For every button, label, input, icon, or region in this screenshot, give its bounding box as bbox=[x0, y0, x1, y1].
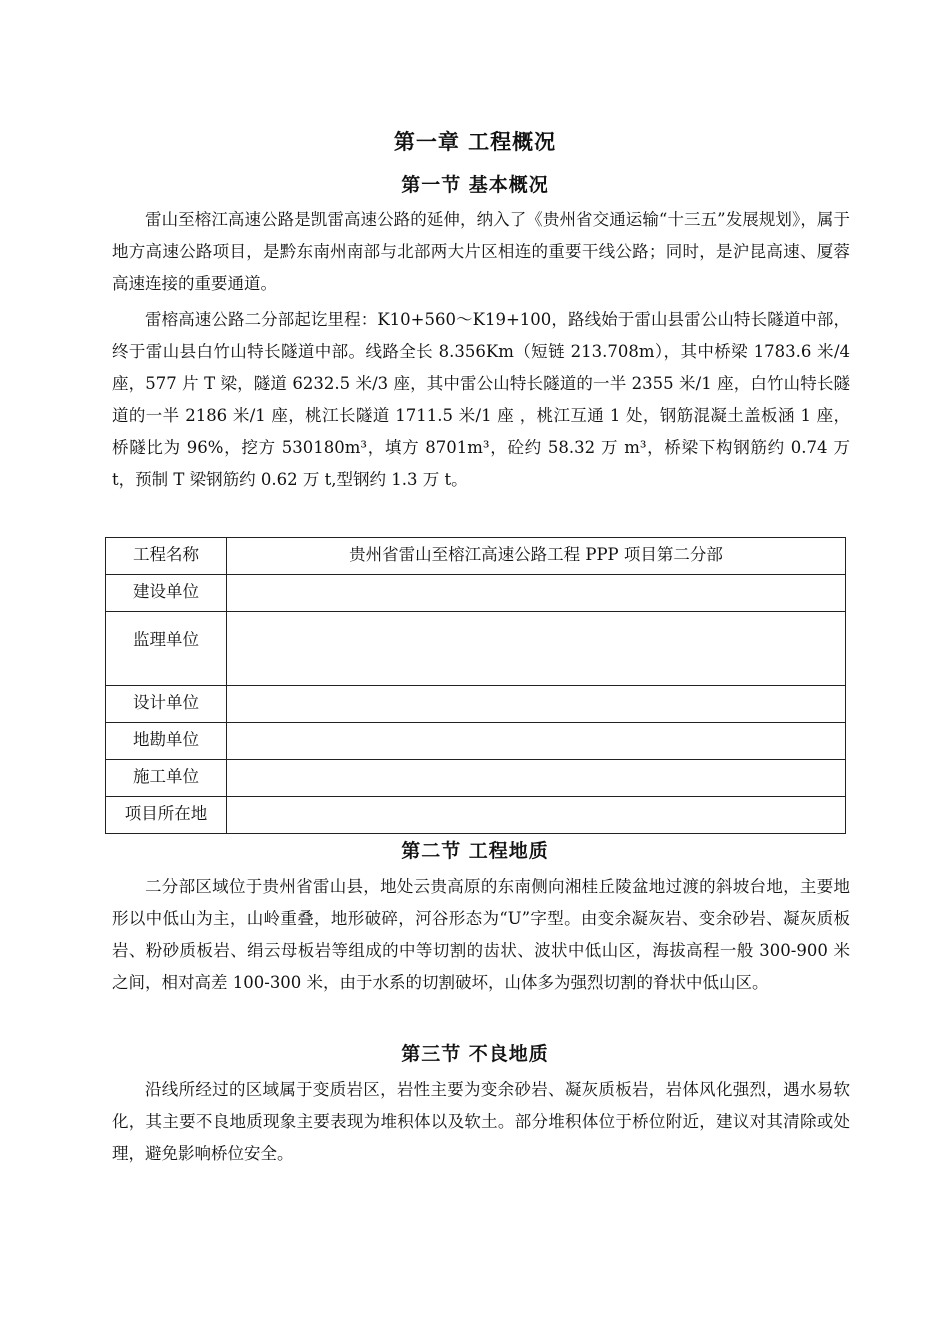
table-row bbox=[106, 538, 846, 575]
table-value-cell bbox=[227, 575, 846, 612]
section-2-paragraph-1: 二分部区域位于贵州省雷山县，地处云贵高原的东南侧向湘桂丘陵盆地过渡的斜坡台地，主要地形以中低山为主，山岭重叠，地形破碎，河谷形态为“U”字型。由变余凝灰岩、变余砂岩、凝灰质板岩、粉砂质板岩、绢云母板岩等组成的中等切割的齿状、波状中低山区，海拔高程一般 300-900 米之间，相对高差 100-300 米，由于水系的切割破坏，山体多为强烈切割的脊状中低山区。 bbox=[112, 877, 850, 992]
section-3-paragraph-1: 沿线所经过的区域属于变质岩区，岩性主要为变余砂岩、凝灰质板岩，岩体风化强烈，遇水易软化，其主要不良地质现象主要表现为堆积体以及软土。部分堆积体位于桥位附近，建议对其清除或处理，避免影响桥位安全。 bbox=[112, 1080, 850, 1163]
project-info-table bbox=[105, 537, 846, 834]
table-row bbox=[106, 723, 846, 760]
section-2-title: 第二节 工程地质 bbox=[401, 840, 549, 862]
table-label-cell: 地勘单位 bbox=[106, 723, 227, 760]
table-label-cell: 施工单位 bbox=[106, 760, 227, 797]
section-1-paragraph-2: 雷榕高速公路二分部起讫里程：K10+560～K19+100，路线始于雷山县雷公山特长隧道中部，终于雷山县白竹山特长隧道中部。线路全长 8.356Km（短链 213.708m），其中桥梁 1783.6 米/4 座，577 片 T 梁，隧道 6232.5 米/3 座，其中雷公山特长隧道的一半 2355 米/1 座，白竹山特长隧道的一半 2186 米/1 座，桃江长隧道 1711.5 米/1 座 ，桃江互通 1 处，钢筋混凝土盖板涵 1 座，桥隧比为 96%，挖方 530180m³，填方 8701m³，砼约 58.32 万 m³，桥梁下构钢筋约 0.74 万 t，预制 T 梁钢筋约 0.62 万 t,型钢约 1.3 万 t。 bbox=[112, 310, 850, 489]
table-row bbox=[106, 797, 846, 834]
table-label-cell: 工程名称 bbox=[106, 538, 227, 575]
table-row bbox=[106, 760, 846, 797]
table-label-cell: 建设单位 bbox=[106, 575, 227, 612]
table-value-cell bbox=[227, 723, 846, 760]
section-1-paragraph-1: 雷山至榕江高速公路是凯雷高速公路的延伸，纳入了《贵州省交通运输“十三五”发展规划》，属于地方高速公路项目，是黔东南州南部与北部两大片区相连的重要干线公路；同时，是沪昆高速、厦蓉高速连接的重要通道。 bbox=[112, 210, 850, 293]
table-value-cell: 贵州省雷山至榕江高速公路工程 PPP 项目第二分部 bbox=[227, 538, 846, 575]
table-row bbox=[106, 575, 846, 612]
table-value-cell bbox=[227, 686, 846, 723]
table-value-cell bbox=[227, 760, 846, 797]
table-value-cell bbox=[227, 797, 846, 834]
section-1-title: 第一节 基本概况 bbox=[401, 174, 549, 196]
section-3-title: 第三节 不良地质 bbox=[401, 1043, 549, 1065]
table-row bbox=[106, 612, 846, 686]
table-label-cell: 设计单位 bbox=[106, 686, 227, 723]
chapter-title: 第一章 工程概况 bbox=[393, 130, 557, 154]
table-row bbox=[106, 686, 846, 723]
table-label-cell: 监理单位 bbox=[106, 612, 227, 686]
table-label-cell: 项目所在地 bbox=[106, 797, 227, 834]
table-value-cell bbox=[227, 612, 846, 686]
